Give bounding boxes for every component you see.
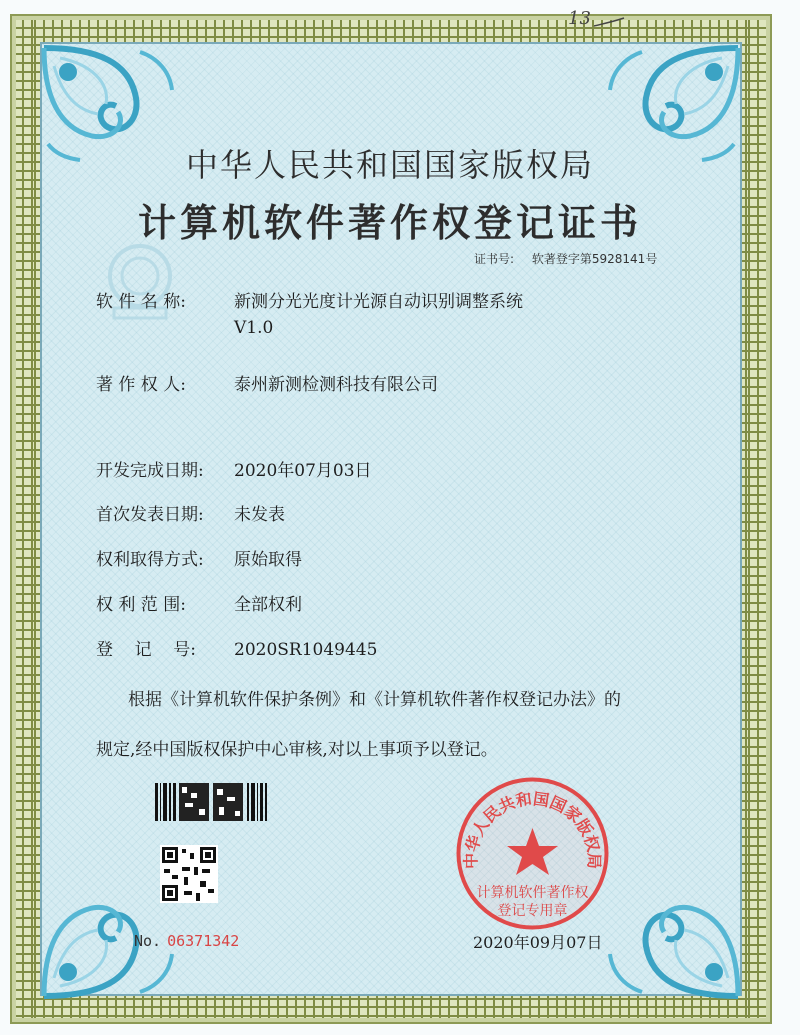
serial-number-value: 06371342	[167, 932, 240, 950]
rights-acquisition-value: 原始取得	[234, 550, 302, 570]
field-registration-number	[96, 635, 377, 660]
barcode	[155, 783, 270, 821]
field-dev-completion-date	[96, 456, 372, 481]
software-name-value: 新测分光光度计光源自动识别调整系统	[234, 292, 523, 312]
serial-number	[134, 932, 239, 950]
field-software-name	[96, 287, 523, 338]
field-copyright-owner	[96, 370, 438, 395]
certificate-title: 计算机软件著作权登记证书	[137, 200, 642, 245]
rights-scope-label: 权 利 范 围:	[96, 595, 186, 615]
seal-ring-text: 中华人民共和国国家版权局	[461, 789, 604, 870]
field-first-publication-date	[96, 500, 285, 525]
certificate-number-label: 证书号:	[474, 252, 515, 266]
field-rights-acquisition	[96, 545, 302, 570]
statement-line-2: 规定,经中国版权保护中心审核,对以上事项予以登记。	[96, 740, 498, 760]
seal-text-line-1: 计算机软件著作权	[476, 885, 589, 901]
qr-code	[160, 845, 218, 903]
issue-date: 2020年09月07日	[473, 933, 603, 952]
issuer-title: 中华人民共和国国家版权局	[185, 146, 594, 184]
field-rights-scope	[96, 590, 302, 615]
registration-number-value: 2020SR1049445	[234, 640, 378, 660]
copyright-owner-label: 著 作 权 人:	[96, 375, 186, 395]
certificate-number-value: 软著登字第5928141号	[531, 252, 658, 266]
software-version-value: V1.0	[234, 318, 274, 338]
first-publication-date-value: 未发表	[234, 505, 285, 525]
handwritten-mark	[566, 2, 626, 32]
rights-acquisition-label: 权利取得方式:	[96, 550, 204, 570]
dev-completion-date-value: 2020年07月03日	[234, 461, 372, 481]
software-name-label: 软 件 名 称:	[96, 292, 186, 312]
serial-number-label: No.	[134, 932, 162, 950]
certificate-number	[474, 250, 657, 267]
copyright-owner-value: 泰州新测检测科技有限公司	[234, 375, 438, 395]
seal-text-line-2: 登记专用章	[497, 903, 568, 919]
rights-scope-value: 全部权利	[234, 595, 302, 615]
handwritten-mark-text: 13	[568, 8, 591, 29]
statement-line-1: 根据《计算机软件保护条例》和《计算机软件著作权登记办法》的	[128, 690, 621, 710]
dev-completion-date-label: 开发完成日期:	[96, 461, 204, 481]
registration-number-label: 登 记 号:	[96, 640, 196, 660]
first-publication-date-label: 首次发表日期:	[96, 505, 204, 525]
corner-ornament-bottom-right	[602, 880, 742, 1000]
